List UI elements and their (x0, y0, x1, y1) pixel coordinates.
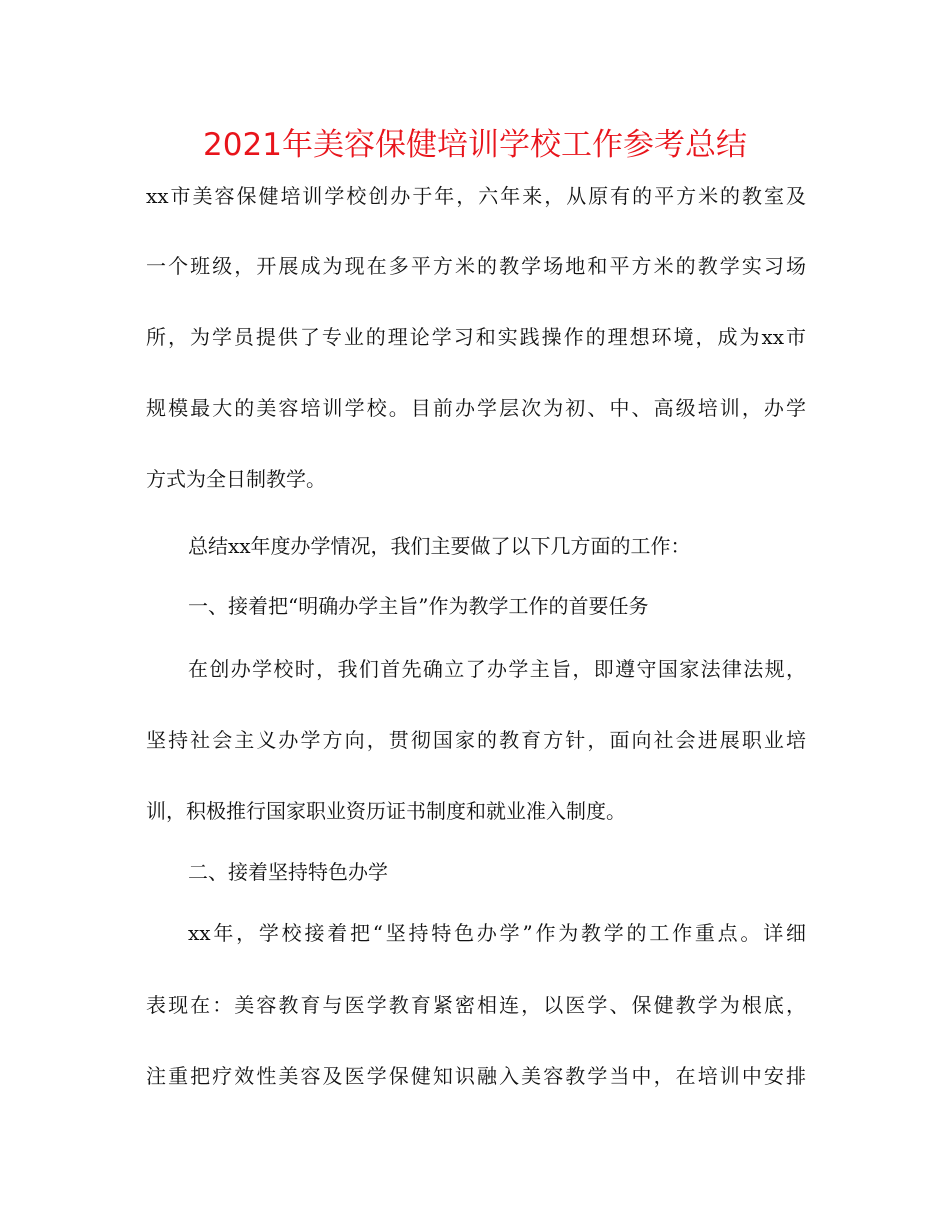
paragraph-line-10: 表现在：美容教育与医学教育紧密相连，以医学、保健教学为根底， (146, 993, 806, 1017)
summary-intro-line: 总结xx年度办学情况，我们主要做了以下几方面的工作： (188, 534, 691, 558)
paragraph-line-9: xx年，学校接着把“坚持特色办学”作为教学的工作重点。详细 (188, 921, 806, 945)
document-title: 2021年美容保健培训学校工作参考总结 (203, 127, 747, 163)
paragraph-line-3: 所，为学员提供了专业的理论学习和实践操作的理想环境，成为xx市 (146, 325, 806, 349)
paragraph-line-5: 方式为全日制教学。 (146, 467, 326, 491)
paragraph-line-6: 在创办学校时，我们首先确立了办学主旨，即遵守国家法律法规， (188, 657, 806, 681)
paragraph-line-7: 坚持社会主义办学方向，贯彻国家的教育方针，面向社会进展职业培 (146, 728, 806, 752)
paragraph-line-8: 训，积极推行国家职业资历证书制度和就业准入制度。 (146, 799, 626, 823)
section-heading-2: 二、接着坚持特色办学 (188, 860, 388, 884)
section-heading-1: 一、接着把“明确办学主旨”作为教学工作的首要任务 (188, 594, 649, 618)
paragraph-line-4: 规模最大的美容培训学校。目前办学层次为初、中、高级培训，办学 (146, 396, 806, 420)
paragraph-line-2: 一个班级，开展成为现在多平方米的教学场地和平方米的教学实习场 (146, 254, 806, 278)
paragraph-line-1: xx市美容保健培训学校创办于年，六年来，从原有的平方米的教室及 (146, 184, 806, 208)
paragraph-line-11: 注重把疗效性美容及医学保健知识融入美容教学当中，在培训中安排 (146, 1064, 806, 1088)
